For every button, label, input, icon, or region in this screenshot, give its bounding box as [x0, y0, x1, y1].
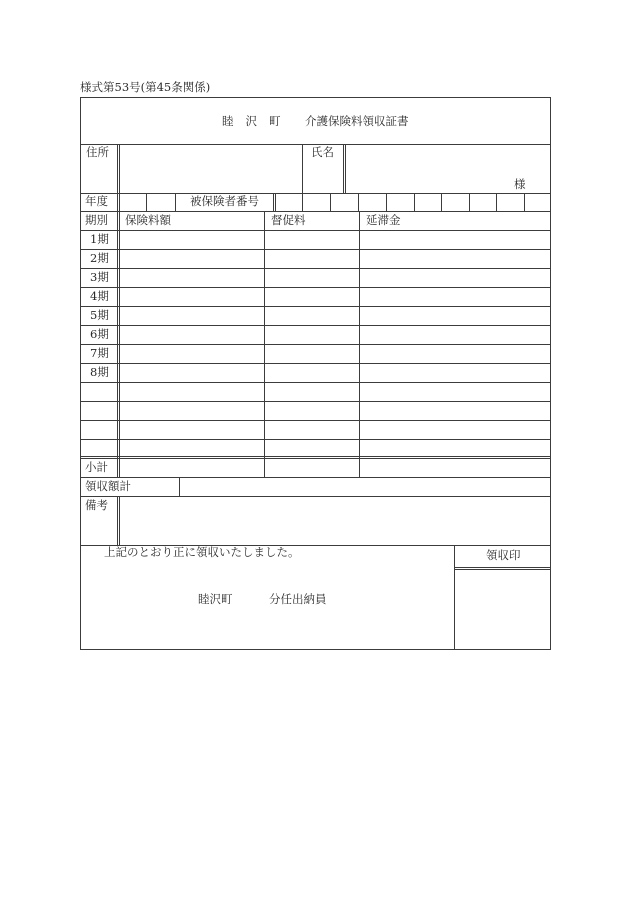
- period-label: 3期: [90, 270, 109, 284]
- insured-number-digit-cell: [277, 194, 302, 211]
- issuer-town: 睦沢町: [198, 592, 233, 606]
- late-charge-cell: [360, 307, 550, 325]
- late-charge-cell: [360, 383, 550, 401]
- fiscal-year-label: 年度: [85, 194, 108, 208]
- receipt-statement: 上記のとおり正に領収いたしました。: [104, 545, 300, 559]
- dunning-fee-cell: [265, 250, 359, 268]
- late-charge-cell: [360, 402, 550, 420]
- table-row: [80, 439, 551, 458]
- table-row: [80, 382, 551, 401]
- insured-number-digit-cell: [387, 194, 414, 211]
- period-label: 1期: [90, 232, 109, 246]
- premium-amount-cell: [120, 383, 264, 401]
- subtotal-premium-cell: [120, 459, 264, 477]
- dunning-fee-cell: [265, 288, 359, 306]
- table-row: [80, 363, 551, 382]
- subtotal-label: 小計: [85, 460, 108, 474]
- premium-amount-cell: [120, 421, 264, 439]
- header-late-charge: 延滞金: [366, 213, 401, 227]
- honorific-label: 様: [514, 177, 526, 191]
- form-number-label: 様式第53号(第45条関係): [80, 80, 211, 94]
- insured-number-digit-cell: [497, 194, 524, 211]
- premium-amount-cell: [120, 250, 264, 268]
- total-received-field: [180, 478, 550, 496]
- address-label: 住所: [86, 145, 109, 159]
- dunning-fee-cell: [265, 421, 359, 439]
- table-row: [80, 325, 551, 344]
- receipt-stamp-area: [455, 570, 550, 649]
- premium-amount-cell: [120, 269, 264, 287]
- period-label: 6期: [90, 327, 109, 341]
- header-premium-amount: 保険料額: [125, 213, 171, 227]
- insured-number-digit-cell: [525, 194, 550, 211]
- subtotal-dunning-fee-cell: [265, 459, 359, 477]
- premium-amount-cell: [120, 364, 264, 382]
- header-period: 期別: [85, 213, 108, 227]
- subtotal-row: [80, 458, 551, 477]
- premium-amount-cell: [120, 402, 264, 420]
- table-row: [80, 230, 551, 249]
- document-title: 介護保険料領収証書: [305, 114, 409, 128]
- premium-amount-cell: [120, 307, 264, 325]
- premium-amount-cell: [120, 345, 264, 363]
- subtotal-late-charge-cell: [360, 459, 550, 477]
- dunning-fee-cell: [265, 383, 359, 401]
- table-row: [80, 306, 551, 325]
- insured-number-label: 被保険者番号: [190, 194, 259, 208]
- name-label: 氏名: [311, 145, 334, 159]
- insured-number-digit-cell: [415, 194, 441, 211]
- dunning-fee-cell: [265, 269, 359, 287]
- table-row: [80, 287, 551, 306]
- late-charge-cell: [360, 250, 550, 268]
- late-charge-cell: [360, 288, 550, 306]
- late-charge-cell: [360, 231, 550, 249]
- dunning-fee-cell: [265, 364, 359, 382]
- premium-amount-cell: [120, 288, 264, 306]
- late-charge-cell: [360, 364, 550, 382]
- receipt-stamp-label: 領収印: [486, 548, 521, 562]
- header-dunning-fee: 督促料: [271, 213, 306, 227]
- late-charge-cell: [360, 421, 550, 439]
- table-row: [80, 249, 551, 268]
- remarks-label: 備考: [85, 498, 108, 512]
- issuer-title: 分任出納員: [269, 592, 327, 606]
- table-row: [80, 420, 551, 439]
- remarks-field: [120, 497, 550, 545]
- dunning-fee-cell: [265, 402, 359, 420]
- dunning-fee-cell: [265, 440, 359, 458]
- dunning-fee-cell: [265, 345, 359, 363]
- document-title-municipality: 睦沢町: [222, 114, 293, 128]
- late-charge-cell: [360, 440, 550, 458]
- insured-number-digit-cell: [331, 194, 358, 211]
- table-row: [80, 344, 551, 363]
- table-row: [80, 401, 551, 420]
- fiscal-year-cell: [147, 194, 175, 211]
- period-label: 4期: [90, 289, 109, 303]
- insured-number-digit-cell: [359, 194, 386, 211]
- insured-number-digit-cell: [303, 194, 330, 211]
- table-row: [80, 268, 551, 287]
- dunning-fee-cell: [265, 231, 359, 249]
- fiscal-year-cell: [120, 194, 146, 211]
- total-received-label: 領収額計: [85, 479, 131, 493]
- period-label: 2期: [90, 251, 109, 265]
- premium-amount-cell: [120, 326, 264, 344]
- period-label: 8期: [90, 365, 109, 379]
- address-field: [120, 145, 302, 193]
- period-label: 7期: [90, 346, 109, 360]
- dunning-fee-cell: [265, 326, 359, 344]
- premium-amount-cell: [120, 440, 264, 458]
- late-charge-cell: [360, 345, 550, 363]
- late-charge-cell: [360, 269, 550, 287]
- dunning-fee-cell: [265, 307, 359, 325]
- premium-amount-cell: [120, 231, 264, 249]
- late-charge-cell: [360, 326, 550, 344]
- insured-number-digit-cell: [470, 194, 496, 211]
- insured-number-digit-cell: [442, 194, 469, 211]
- period-label: 5期: [90, 308, 109, 322]
